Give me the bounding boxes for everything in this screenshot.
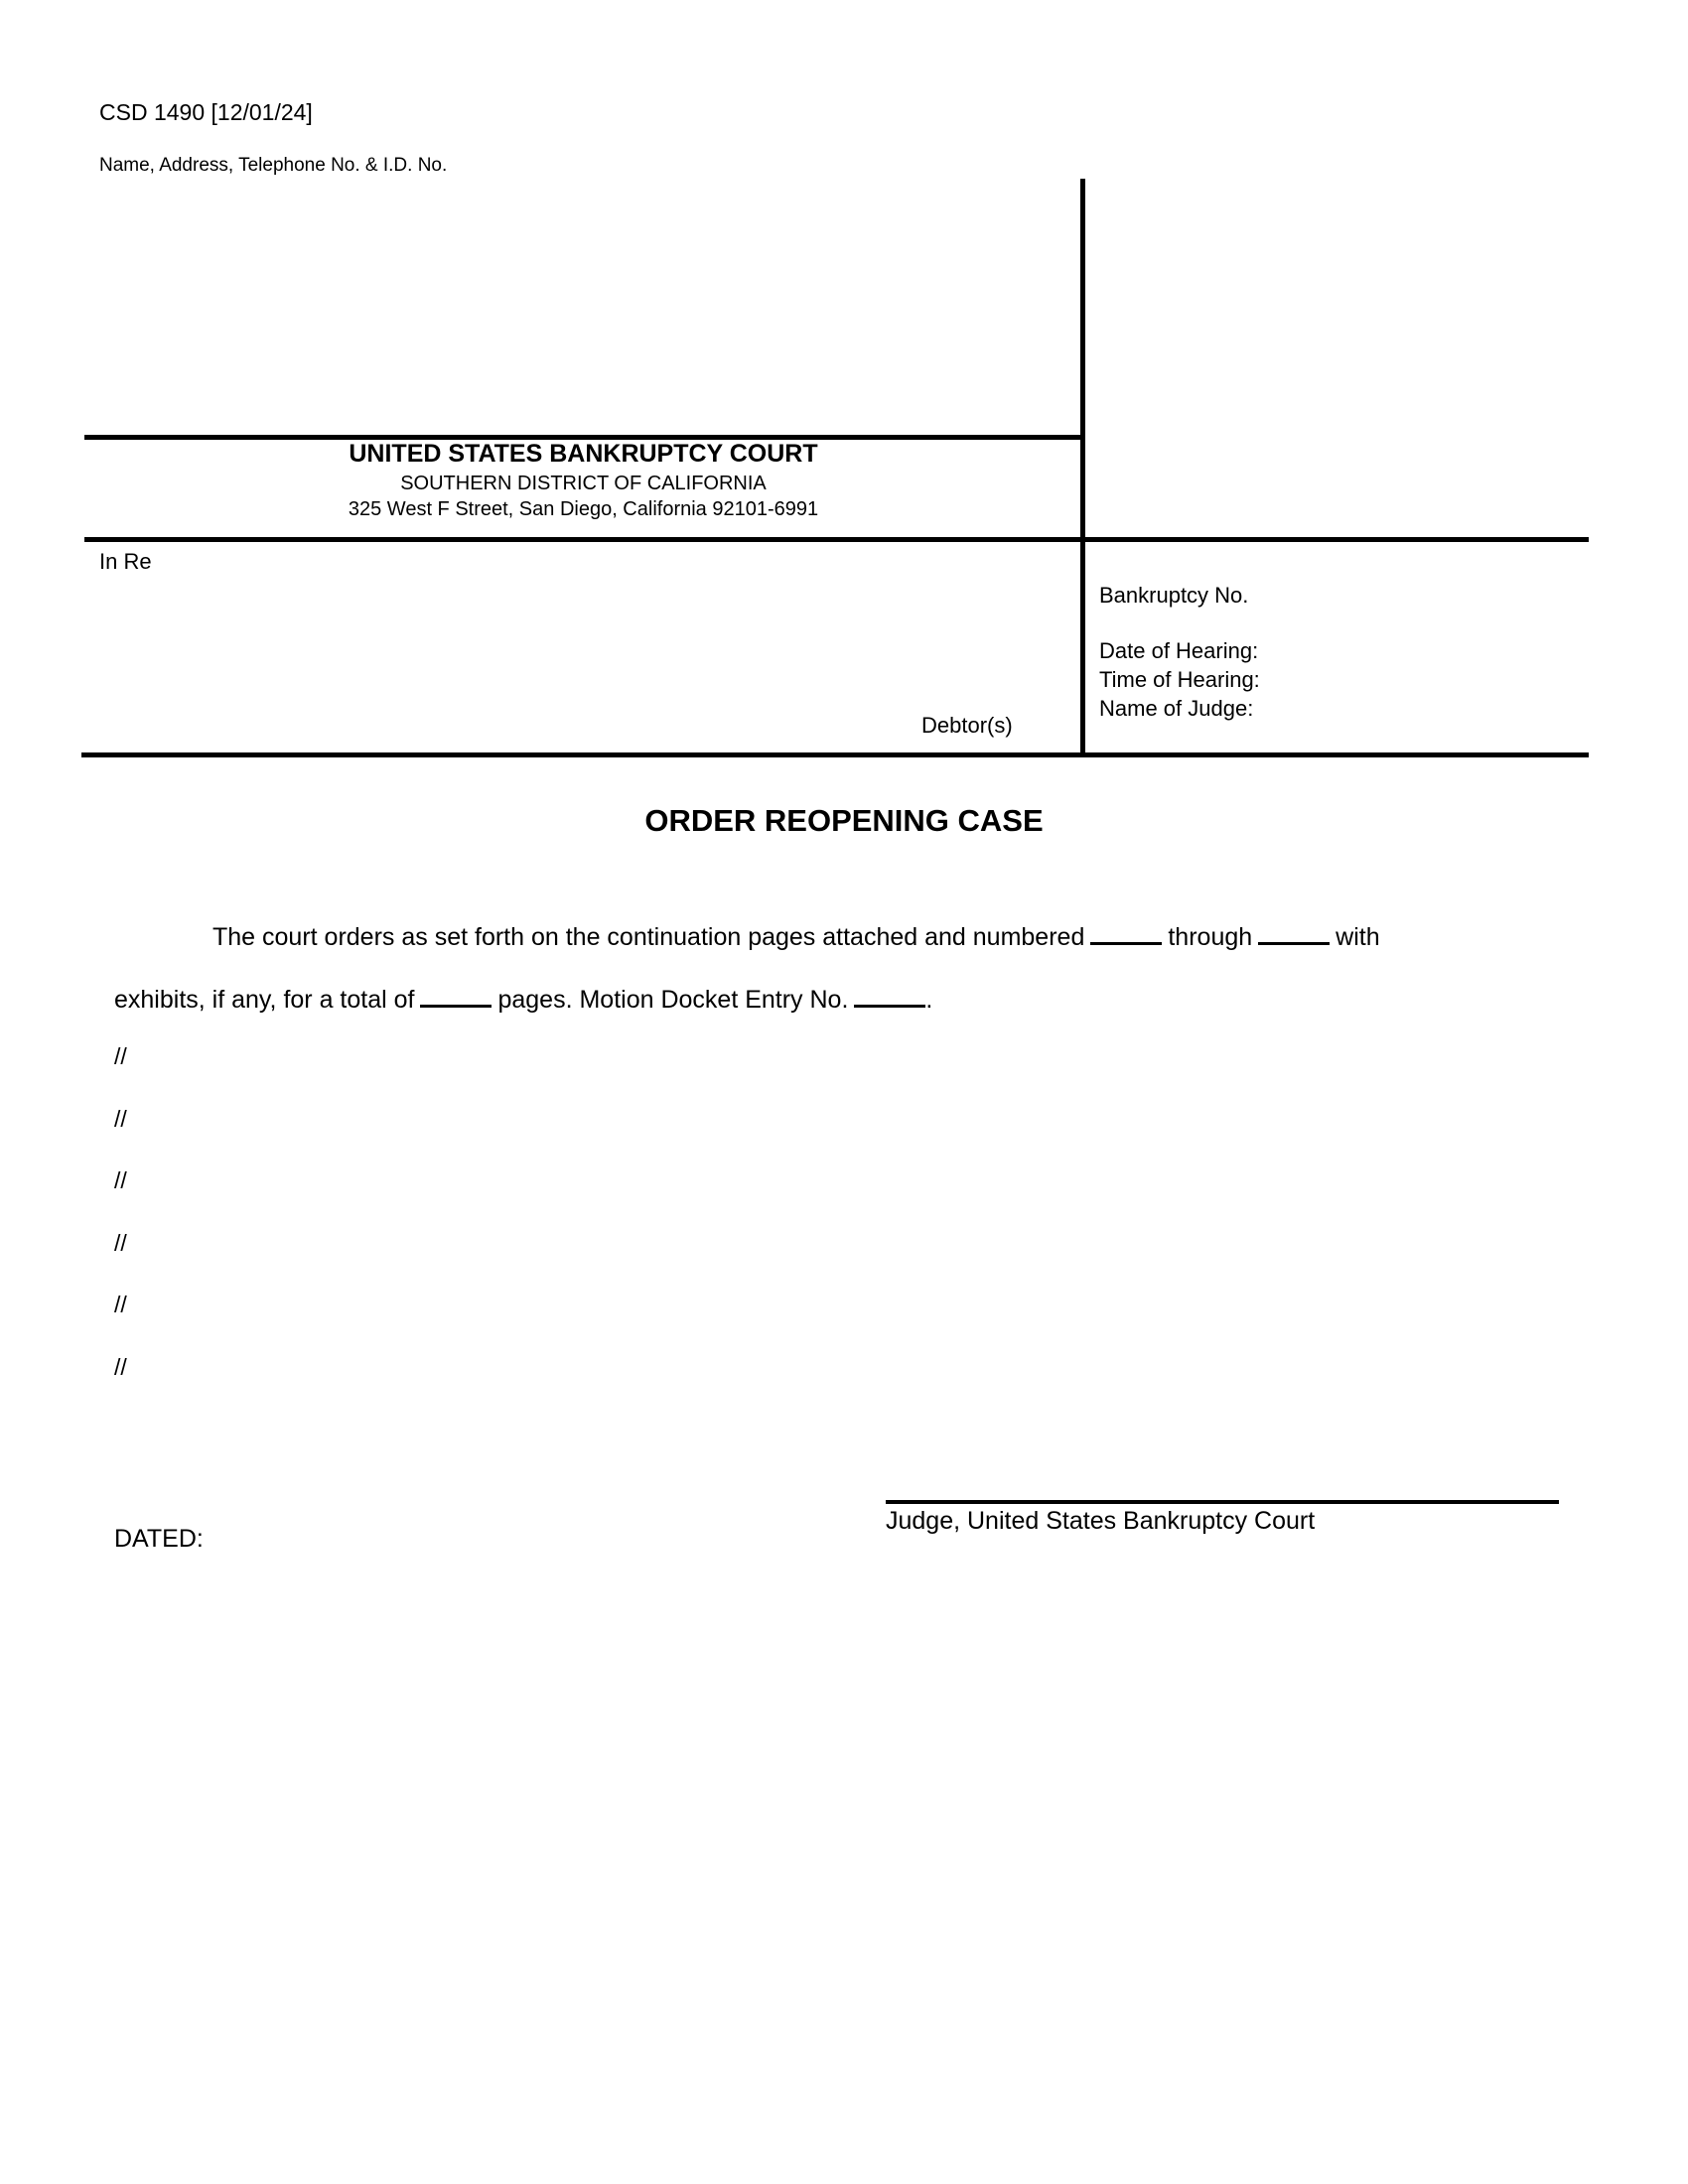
body-text: The court orders as set forth on the continuation pages attached and numbered [212,923,1085,951]
name-of-judge-label: Name of Judge: [1099,696,1254,721]
court-name: UNITED STATES BANKRUPTCY COURT [349,440,818,468]
continuation-mark: // [114,1043,127,1069]
continuation-mark: // [114,1230,127,1256]
continuation-mark: // [114,1167,127,1193]
order-paragraph-line-2 [114,988,932,1013]
signature-label: Judge, United States Bankruptcy Court [886,1507,1316,1535]
order-paragraph-line-1 [212,925,1380,950]
caption-bottom-rule [81,752,1589,757]
continuation-mark: // [114,1354,127,1380]
time-of-hearing-label: Time of Hearing: [1099,667,1260,692]
in-re-label: In Re [99,549,152,574]
debtor-label: Debtor(s) [921,713,1013,738]
body-text: with [1336,923,1380,951]
body-text: exhibits, if any, for a total of [114,986,415,1014]
continuation-mark: // [114,1292,127,1317]
form-id: CSD 1490 [12/01/24] [99,99,313,125]
court-address: 325 West F Street, San Diego, California 92101-6991 [348,498,819,520]
body-text: pages. Motion Docket Entry No. [497,986,849,1014]
last-page-blank [1258,942,1330,945]
body-text: . [925,986,933,1014]
party-info-label: Name, Address, Telephone No. & I.D. No. [99,155,448,176]
dated-label: DATED: [114,1525,204,1553]
caption-vertical-divider [1080,179,1085,757]
order-title: ORDER REOPENING CASE [644,803,1044,838]
bankruptcy-no-label: Bankruptcy No. [1099,583,1249,608]
docket-entry-blank [854,1005,925,1008]
court-district: SOUTHERN DISTRICT OF CALIFORNIA [400,473,767,494]
date-of-hearing-label: Date of Hearing: [1099,638,1259,663]
caption-middle-rule [84,537,1589,542]
signature-line [886,1500,1559,1504]
continuation-mark: // [114,1106,127,1132]
total-pages-blank [420,1005,492,1008]
first-page-blank [1090,942,1162,945]
body-text: through [1168,923,1253,951]
